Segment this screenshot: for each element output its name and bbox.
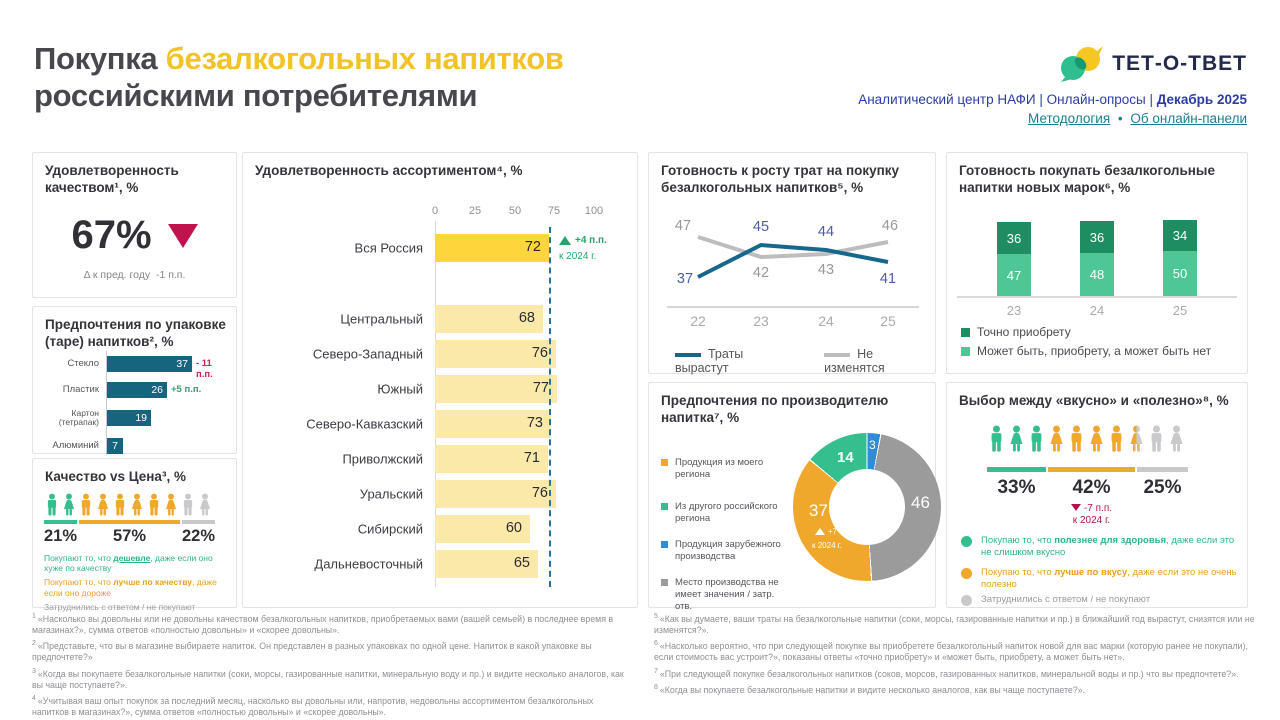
legend-dot-green — [961, 536, 972, 547]
bar-label: Картон (тетрапак) — [58, 408, 99, 427]
card-title: Выбор между «вкусно» и «полезно»⁸, % — [959, 393, 1229, 408]
legend-swatch-unchanged — [824, 353, 850, 357]
assortment-satisfaction-card — [242, 152, 638, 608]
x-tick: 25 — [1172, 303, 1188, 318]
bar-row — [41, 377, 230, 403]
legend-item: Покупаю то, что полезнее для здоровья, даже если это не слишком вкусно — [961, 535, 1239, 559]
taste-vs-health-card — [946, 382, 1248, 608]
slice-value-my-region: 37 — [809, 501, 828, 520]
slice-value-foreign: 3 — [869, 438, 876, 452]
pct-taste: 42% — [1072, 477, 1111, 498]
pct-cheaper: 21% — [44, 527, 78, 545]
delta-annotation-ref: к 2024 г. — [1072, 515, 1111, 526]
person-woman-icon — [61, 493, 77, 516]
bar — [435, 410, 551, 438]
logo — [858, 44, 1247, 84]
legend-item: Точно приобрету — [961, 325, 1211, 339]
line-chart — [661, 199, 925, 329]
metric-delta — [33, 269, 236, 281]
quality-vs-price-card — [32, 458, 237, 612]
legend-item: Продукция зарубежного производства — [661, 539, 793, 563]
packaging-preferences-card — [32, 306, 237, 454]
person-woman-icon — [163, 493, 179, 516]
footnotes-right — [654, 613, 1260, 701]
tick: 0 — [431, 205, 439, 217]
group-underlines — [44, 520, 215, 524]
tick: 100 — [584, 205, 604, 217]
legend-item: Покупаю то, что лучше по вкусу, даже если это не очень полезно — [961, 567, 1239, 591]
bar-label: Центральный — [340, 311, 423, 327]
legend-dot-gray — [961, 595, 972, 606]
speech-bubbles-icon — [1057, 44, 1103, 84]
footnote: $^5$ «Как вы думаете, ваши траты на безалкогольные напитки (соки, морсы, газированные напитки и пр.) в ближайший год вырастут, снизятся или не изменятся?». — [654, 613, 1255, 635]
bar-highlight — [435, 234, 549, 262]
card-title: Готовность к росту трат на покупку безалкогольных напитков⁵, % — [661, 163, 900, 195]
segment-definitely: 36 — [997, 222, 1031, 254]
footnote: $^1$ «Насколько вы довольны или не довольны качеством безалкогольных напитков, приобретаемых вами (вашей семьей) в последнее время в магазинах?», сумма ответов «полностью довольны» и «скорее довольны». — [32, 613, 614, 635]
legend-item: Продукция из моего региона — [661, 457, 793, 481]
point-label: 37 — [676, 271, 694, 287]
delta-annotation-ref: к 2024 г. — [559, 251, 597, 262]
card-title: Готовность покупать безалкогольные напитки новых марок⁶, % — [959, 163, 1215, 195]
point-label: 42 — [752, 265, 770, 281]
group-underlines — [987, 467, 1188, 472]
segment-maybe: 48 — [1080, 253, 1114, 296]
bar — [435, 445, 548, 473]
delta-annotation: +4 п.п. — [559, 235, 607, 246]
bar — [107, 382, 167, 398]
bar-value: 73 — [526, 415, 543, 431]
person-man-icon — [1027, 425, 1046, 452]
card-title: Удовлетворенность качеством¹, % — [45, 163, 179, 195]
legend-swatch-my-region — [661, 459, 668, 466]
point-label: 46 — [881, 218, 899, 234]
metric-value: 67% — [71, 213, 152, 257]
person-man-icon — [1107, 425, 1126, 452]
bar-row — [41, 351, 230, 380]
legend-dot-yellow — [961, 568, 972, 579]
legend — [675, 347, 935, 375]
bar-label: Сибирский — [357, 521, 423, 537]
methodology-link[interactable]: Методология — [1028, 111, 1111, 126]
legend-item: Затруднились с ответом / не покупают — [44, 601, 196, 612]
bar-label: Северо-Западный — [312, 346, 423, 362]
bar-value: 65 — [513, 555, 530, 571]
bar — [435, 515, 530, 543]
triangle-down-icon — [168, 224, 198, 248]
bar-value: 7 — [112, 439, 118, 452]
bar-label: Стекло — [67, 358, 99, 370]
bar-label: Уральский — [359, 486, 423, 502]
person-woman-icon — [95, 493, 111, 516]
header-right — [858, 44, 1247, 126]
legend-swatch-grow — [675, 353, 701, 357]
legend-swatch-other-region — [661, 503, 668, 510]
point-label: 44 — [817, 224, 835, 240]
point-label: 43 — [817, 262, 835, 278]
delta-annotation: +5 п.п. — [171, 384, 202, 395]
people-pictogram — [44, 493, 213, 516]
reference-dashed-line — [549, 227, 551, 587]
header-subtitle — [858, 92, 1247, 107]
delta-annotation: +7 п.п. — [815, 527, 852, 536]
card-title: Предпочтения по упаковке (таре) напитков², % — [45, 317, 226, 349]
bar-value: 60 — [505, 520, 522, 536]
delta-annotation-ref: к 2024 г. — [812, 541, 842, 550]
footnote: $^2$ «Представьте, что вы в магазине выбираете напиток. Он представлен в разных упаковках по одной цене. Напиток в какой упаковке вы предпочтете?» — [32, 640, 592, 663]
bar-value: 76 — [531, 345, 548, 361]
series-line-grow — [698, 245, 888, 277]
bar-value: 71 — [523, 450, 540, 466]
metric-row — [33, 213, 236, 258]
person-woman-icon — [1007, 425, 1026, 452]
delta-value: -1 п.п. — [155, 269, 186, 281]
bar-value: 72 — [524, 239, 541, 255]
person-woman-split-icon — [1127, 425, 1146, 452]
bar — [107, 356, 192, 372]
bar-row — [41, 403, 230, 433]
card-title: Качество vs Цена³, % — [45, 469, 186, 484]
page-title — [34, 40, 564, 114]
bar-value: 76 — [531, 485, 548, 501]
legend-swatch-no-matter — [661, 579, 668, 586]
online-panel-link[interactable]: Об онлайн-панели — [1130, 111, 1247, 126]
underline-gray — [1137, 467, 1188, 472]
legend-swatch-maybe — [961, 347, 970, 356]
link-separator: • — [1117, 111, 1123, 126]
person-woman-icon — [1047, 425, 1066, 452]
person-man-icon — [112, 493, 128, 516]
bar — [435, 550, 538, 578]
card-title: Предпочтения по производителю напитка⁷, % — [661, 393, 889, 425]
bar-label: Южный — [377, 381, 423, 397]
legend-swatch-foreign — [661, 541, 668, 548]
pct-quality: 57% — [112, 527, 147, 545]
tick: 75 — [547, 205, 561, 217]
quality-satisfaction-card — [32, 152, 237, 298]
legend-item: Затруднились с ответом / не покупают — [961, 594, 1150, 606]
bar-value: 77 — [532, 380, 549, 396]
person-woman-icon — [1087, 425, 1106, 452]
person-man-icon — [180, 493, 196, 516]
pct-undecided: 25% — [1143, 477, 1182, 498]
new-brands-card — [946, 152, 1248, 374]
legend-item: Покупают то, что дешевле, даже если оно хуже по качеству — [44, 553, 213, 574]
delta-annotation: - 11 п.п. — [196, 358, 213, 380]
bar — [435, 375, 557, 403]
bar-label: Приволжский — [342, 451, 423, 467]
bar-label: Северо-Кавказский — [306, 416, 423, 432]
bar — [435, 305, 543, 333]
person-man-icon — [44, 493, 60, 516]
bar-value: 26 — [151, 383, 163, 396]
legend-item: Из другого российского региона — [661, 501, 793, 525]
segment-maybe: 50 — [1163, 251, 1197, 296]
person-man-icon — [987, 425, 1006, 452]
logo-text: ТЕТ-О-ТВЕТ — [1112, 52, 1247, 75]
baseline — [957, 296, 1237, 298]
bar-row — [41, 433, 230, 459]
triangle-down-icon — [1071, 504, 1081, 511]
person-man-icon — [78, 493, 94, 516]
x-tick: 24 — [1089, 303, 1105, 318]
bar — [107, 410, 151, 426]
bar-value: 68 — [518, 310, 535, 326]
title-part-yellow: безалкогольных напитков — [165, 41, 564, 76]
bar-label: Вся Россия — [354, 240, 423, 256]
underline-yellow — [1048, 467, 1135, 472]
underline-gray — [182, 520, 215, 524]
x-tick: 23 — [1006, 303, 1022, 318]
header-links — [858, 111, 1247, 126]
subtitle-date: Декабрь 2025 — [1156, 92, 1247, 107]
point-label: 47 — [674, 218, 692, 234]
person-man-icon — [1067, 425, 1086, 452]
tick: 25 — [468, 205, 482, 217]
legend-item: Траты вырастут — [675, 347, 744, 375]
title-line2: российскими потребителями — [34, 78, 478, 113]
bar-value: 19 — [135, 411, 147, 424]
bar-value: 37 — [176, 357, 188, 370]
legend-item: Покупают то, что лучше по качеству, даже если оно дороже — [44, 577, 217, 598]
slice-value-other-region: 14 — [837, 449, 854, 466]
triangle-up-icon — [815, 528, 825, 535]
legend-item: Не изменятся — [824, 347, 885, 375]
legend-swatch-definitely — [961, 328, 970, 337]
underline-green — [987, 467, 1046, 472]
person-man-icon — [146, 493, 162, 516]
person-man-icon — [1147, 425, 1166, 452]
bar-label: Дальневосточный — [314, 556, 423, 572]
title-part-dark: Покупка — [34, 41, 166, 76]
triangle-up-icon — [559, 236, 571, 245]
delta-label: Δ к пред. году — [83, 269, 151, 281]
spending-growth-card — [648, 152, 936, 374]
underline-green — [44, 520, 77, 524]
people-pictogram — [987, 425, 1186, 452]
segment-definitely: 36 — [1080, 221, 1114, 253]
tick: 50 — [508, 205, 522, 217]
x-tick: 22 — [690, 313, 706, 329]
point-label: 41 — [879, 271, 897, 287]
bar-label: Алюминий — [52, 440, 99, 452]
x-tick: 24 — [818, 313, 834, 329]
person-woman-icon — [1167, 425, 1186, 452]
footnote: $^7$ «При следующей покупке безалкогольных напитков (соков, морсов, газированных напитков, минеральной воды и пр.) что вы предпочтете?». — [654, 667, 1239, 679]
group-percentages — [987, 477, 1188, 499]
card-title: Удовлетворенность ассортиментом⁴, % — [255, 163, 523, 178]
legend-item: Может быть, приобрету, а может быть нет — [961, 344, 1211, 358]
footnote: $^3$ «Когда вы покупаете безалкогольные напитки (соки, морсы, газированные напитки, минеральную воду и пр.) и видите несколько аналогов, как вы чаще поступаете?». — [32, 667, 624, 690]
x-tick: 25 — [880, 313, 896, 329]
person-woman-icon — [129, 493, 145, 516]
point-label: 45 — [752, 219, 770, 235]
footnotes-left — [32, 613, 632, 720]
segment-maybe: 47 — [997, 254, 1031, 296]
segment-definitely: 34 — [1163, 220, 1197, 251]
person-woman-icon — [197, 493, 213, 516]
x-tick: 23 — [753, 313, 769, 329]
bar — [107, 438, 123, 454]
group-percentages — [44, 527, 215, 546]
legend — [44, 553, 228, 616]
donut-chart — [793, 433, 941, 581]
bar — [435, 340, 556, 368]
footnote: $^6$ «Насколько вероятно, что при следующей покупке вы приобретете безалкогольный напиток новой для вас марки (которую ранее не покупали), если стоимость вас устроит?», показаны ответы «точно приобрету» и «может быть, приобрету, а может быть нет». — [654, 640, 1248, 663]
subtitle-prefix: Аналитический центр НАФИ | Онлайн-опросы | — [858, 92, 1157, 107]
underline-yellow — [79, 520, 180, 524]
legend-item: Место производства не имеет значения / затр. отв. — [661, 577, 793, 613]
slice-value-no-matter: 46 — [911, 493, 930, 512]
producer-preferences-card — [648, 382, 936, 612]
delta-annotation: -7 п.п. — [1048, 503, 1135, 514]
footnote: $^4$ «Учитывая ваш опыт покупок за последний месяц, насколько вы довольны или, напротив, недовольны ассортиментом безалкогольных напитков в магазинах?», сумма ответов «полностью довольны» и «скорее довольны». — [32, 695, 594, 718]
legend — [961, 325, 1211, 363]
bar-label: Пластик — [62, 384, 99, 396]
pct-undecided: 22% — [182, 527, 216, 545]
bar — [435, 480, 556, 508]
footnote: $^8$ «Когда вы покупаете безалкогольные напитки и видите несколько аналогов, как вы чаще поступаете?». — [654, 684, 1086, 696]
pct-health: 33% — [997, 477, 1036, 498]
